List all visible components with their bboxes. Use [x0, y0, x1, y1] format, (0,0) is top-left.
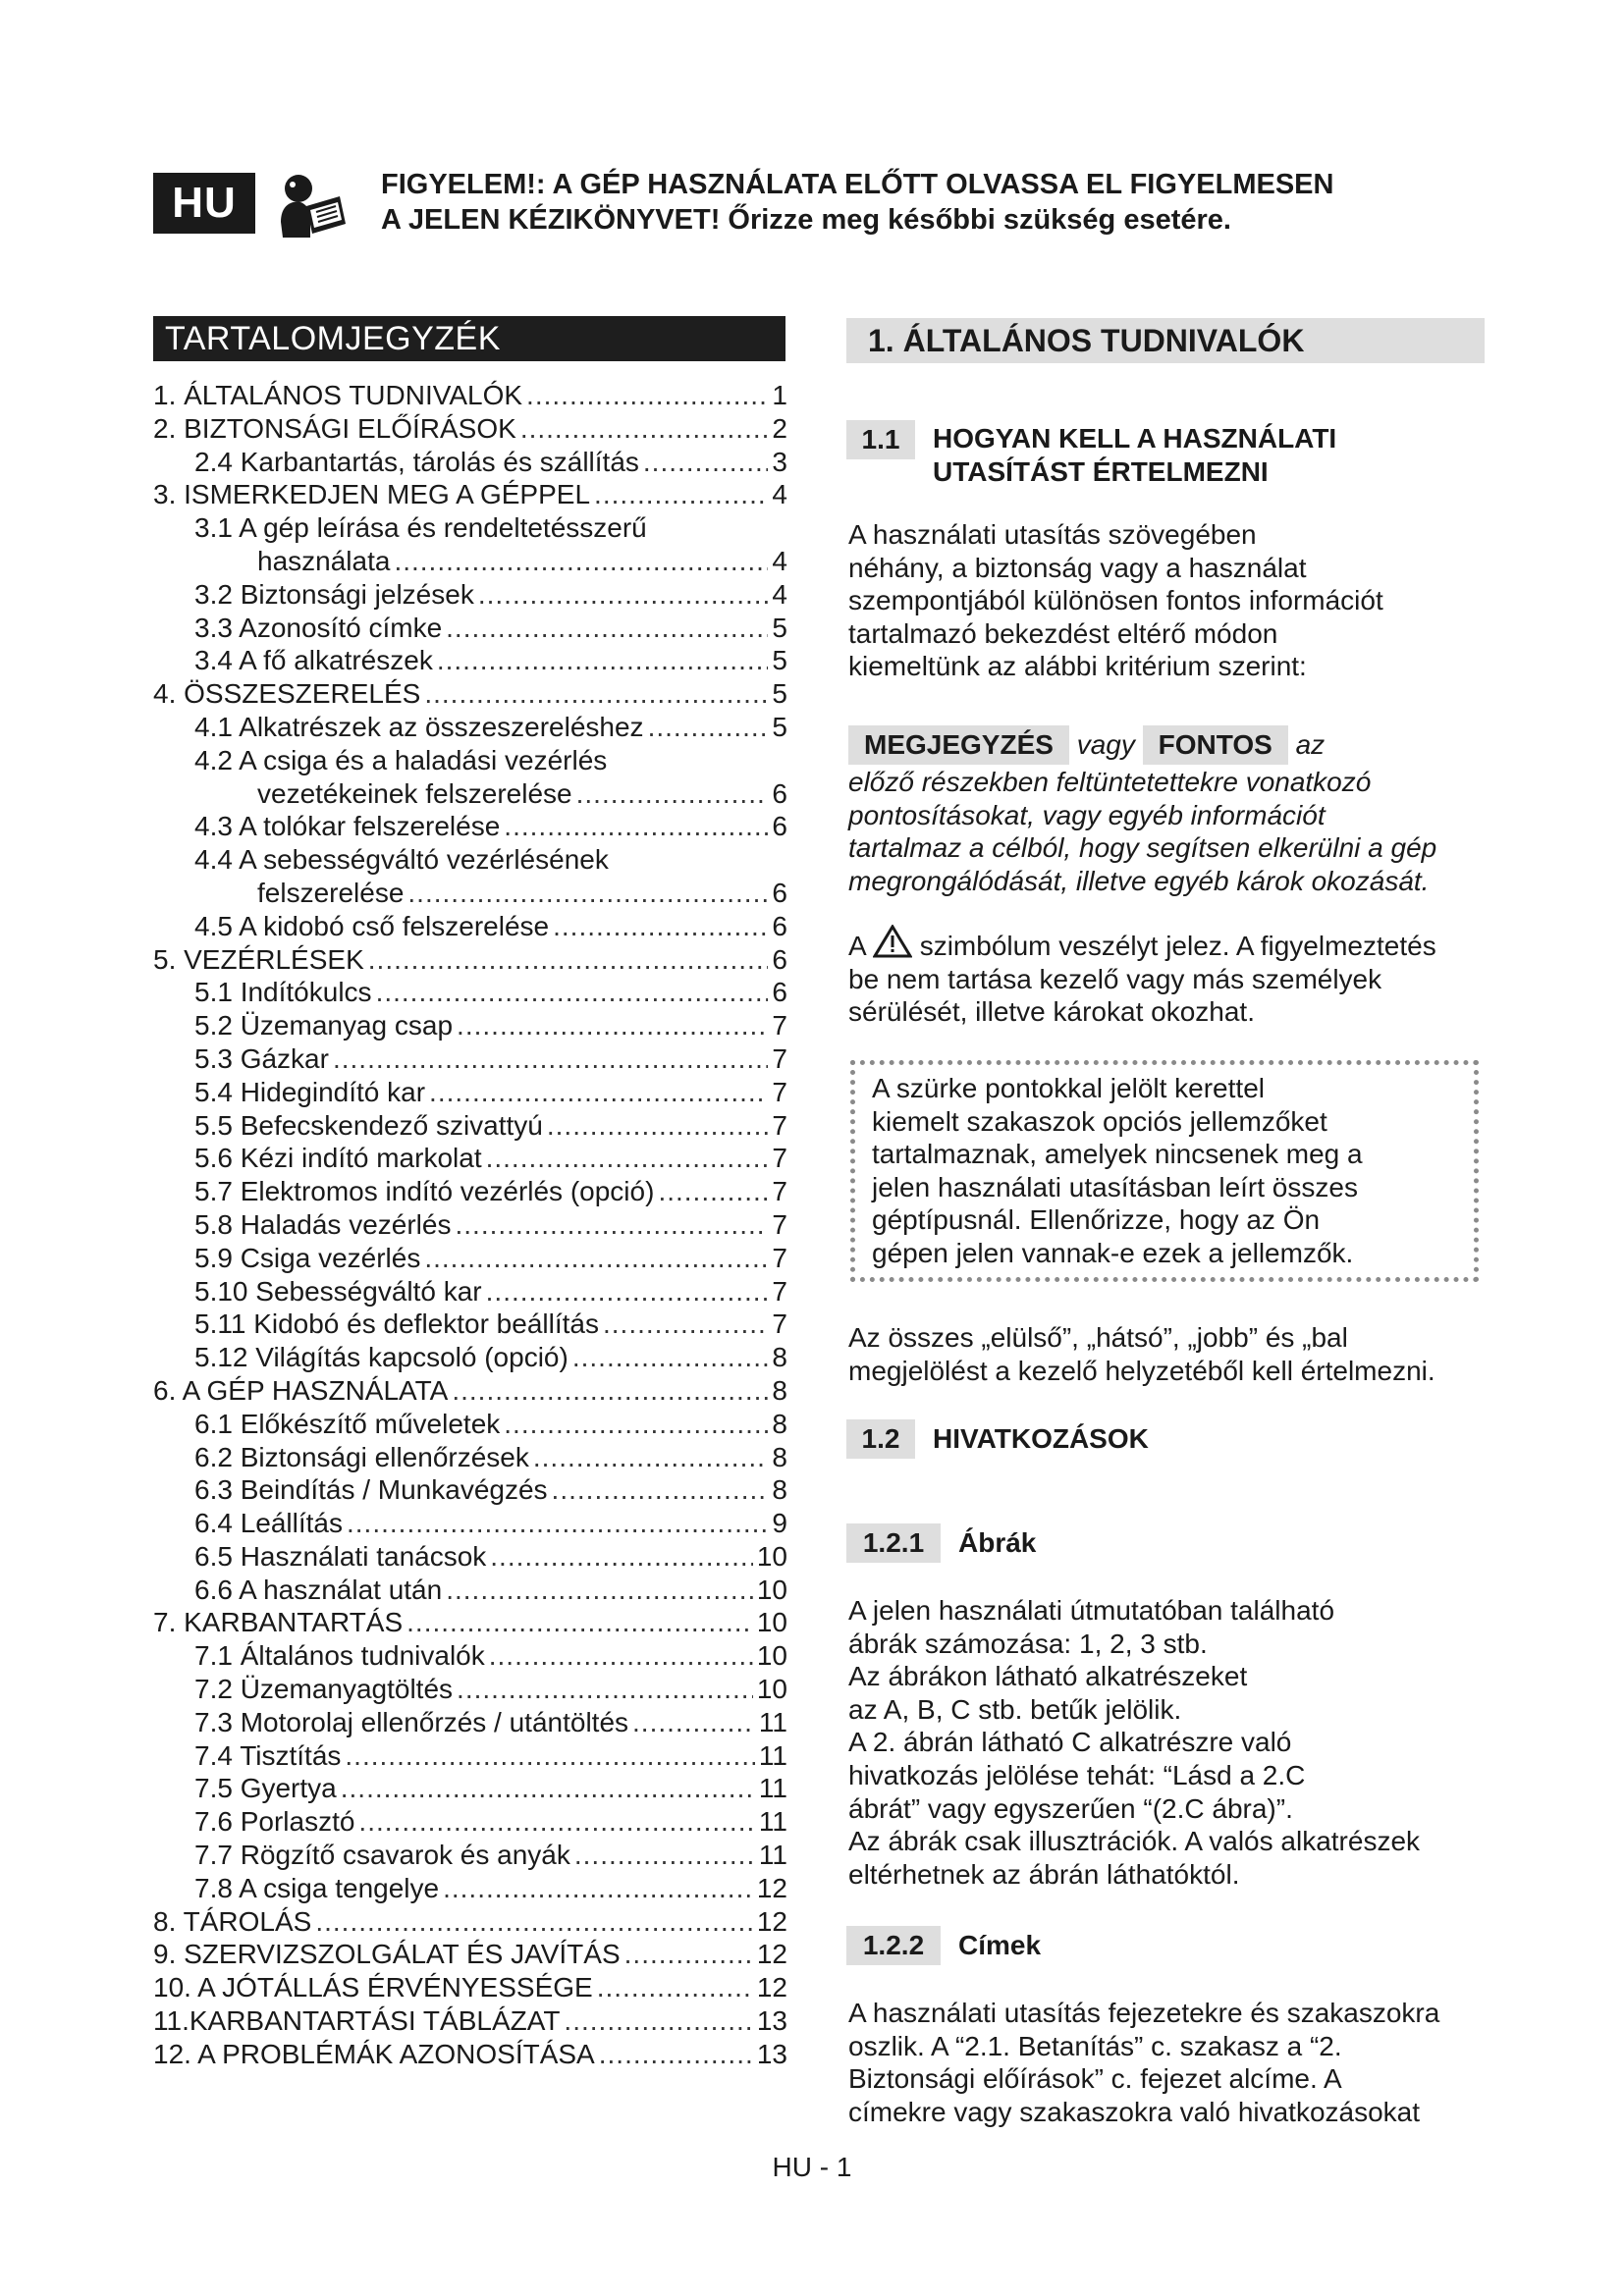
toc-title: TARTALOMJEGYZÉK — [153, 316, 785, 361]
toc-entry — [153, 1872, 787, 1905]
toc-page-number: 10 — [756, 1607, 787, 1638]
toc-page-number: 7 — [772, 1076, 787, 1107]
toc-entry-title: 10. A JÓTÁLLÁS ÉRVÉNYESSÉGE — [153, 1972, 593, 2003]
text-line: Az összes „elülső”, „hátsó”, „jobb” és „bal — [848, 1322, 1348, 1353]
toc-page-number: 6 — [772, 811, 787, 842]
toc-entry — [153, 1175, 787, 1208]
note-paragraph — [848, 724, 1487, 897]
toc-entry — [153, 644, 787, 677]
toc-entry — [153, 379, 787, 412]
text-line: Az ábrákon látható alkatrészeket — [848, 1661, 1248, 1692]
toc-entry-title: 7.7 Rögzítő csavarok és anyák — [194, 1840, 570, 1871]
subsection-title-1-1 — [933, 422, 1336, 489]
toc-entry-title: 5.2 Üzemanyag csap — [194, 1010, 454, 1041]
toc-leader-dots — [572, 1341, 769, 1374]
toc-leader-dots — [533, 1441, 769, 1474]
toc-entry — [153, 877, 787, 910]
toc-page-number: 12 — [756, 1939, 787, 1970]
toc-leader-dots — [576, 777, 769, 811]
text-line: kiemelt szakaszok opciós jellemzőket — [872, 1105, 1327, 1137]
toc-page-number: 12 — [756, 1872, 787, 1903]
toc-entry-title: 1. ÁLTALÁNOS TUDNIVALÓK — [153, 380, 523, 410]
toc-entry-title: 6.1 Előkészítő műveletek — [194, 1408, 501, 1439]
toc-leader-dots — [345, 1739, 755, 1773]
text-line: címekre vagy szakaszokra való hivatkozásokat — [848, 2096, 1421, 2127]
toc-leader-dots — [347, 1507, 768, 1540]
toc-entry — [153, 446, 787, 479]
toc-entry-title: 2. BIZTONSÁGI ELŐÍRÁSOK — [153, 412, 516, 444]
subsection-title-line: HOGYAN KELL A HASZNÁLATI — [933, 423, 1337, 454]
toc-leader-dots — [341, 1772, 755, 1805]
optional-features-text — [872, 1072, 1461, 1270]
toc-entry-title: 4. ÖSSZESZERELÉS — [153, 678, 421, 710]
toc-entry — [153, 1606, 787, 1639]
toc-leader-dots — [574, 1839, 755, 1872]
toc-entry-title: 6.2 Biztonsági ellenőrzések — [194, 1441, 529, 1472]
toc-entry-title: 11.KARBANTARTÁSI TÁBLÁZAT — [153, 2005, 561, 2037]
language-badge: HU — [153, 173, 255, 234]
toc-entry — [153, 1905, 787, 1939]
toc-entry — [153, 1441, 787, 1474]
toc-leader-dots — [333, 1042, 768, 1076]
toc-leader-dots — [315, 1905, 753, 1939]
toc-entry-title: 3.4 A fő alkatrészek — [194, 645, 433, 676]
section-number-1-2: 1.2 — [846, 1419, 915, 1459]
toc-leader-dots — [394, 545, 768, 578]
text-line: jelen használati utasításban leírt összes — [872, 1171, 1358, 1202]
toc-entry — [153, 511, 787, 545]
toc-entry — [153, 1142, 787, 1175]
text-line: szempontjából különösen fontos információt — [848, 585, 1383, 616]
toc-page-number: 6 — [772, 877, 787, 908]
toc-leader-dots — [406, 1606, 753, 1639]
text-line: kiemeltünk az alábbi kritérium szerint: — [848, 651, 1307, 682]
toc-entry — [153, 1971, 787, 2004]
toc-page-number: 7 — [772, 1042, 787, 1074]
section-number-1-2-1: 1.2.1 — [846, 1523, 941, 1563]
table-of-contents — [153, 379, 787, 2071]
text-line: pontosításokat, vagy egyéb információt — [848, 799, 1326, 830]
intro-paragraph — [848, 518, 1487, 683]
toc-entry — [153, 1109, 787, 1143]
toc-leader-dots — [437, 644, 769, 677]
toc-entry-title: 6.6 A használat után — [194, 1574, 443, 1605]
text-line: tartalmaznak, amelyek nincsenek meg a — [872, 1139, 1363, 1170]
toc-page-number: 5 — [772, 711, 787, 742]
toc-entry-title: 9. SZERVIZSZOLGÁLAT ÉS JAVÍTÁS — [153, 1939, 621, 1970]
toc-entry — [153, 1639, 787, 1673]
toc-entry-title: felszerelése — [257, 877, 405, 908]
toc-entry-title: 4.1 Alkatrészek az összeszereléshez — [194, 711, 644, 742]
toc-page-number: 7 — [772, 1109, 787, 1141]
toc-entry — [153, 1374, 787, 1408]
text-line: néhány, a biztonság vagy a használat — [848, 552, 1307, 583]
toc-entry — [153, 910, 787, 943]
toc-leader-dots — [424, 677, 768, 711]
toc-entry-title: 5.6 Kézi indító markolat — [194, 1143, 482, 1174]
toc-page-number: 10 — [756, 1574, 787, 1605]
toc-leader-dots — [643, 446, 769, 479]
toc-page-number: 8 — [772, 1474, 787, 1506]
toc-entry-title: 12. A PROBLÉMÁK AZONOSÍTÁSA — [153, 2038, 595, 2069]
toc-page-number: 13 — [756, 2005, 787, 2037]
toc-leader-dots — [490, 1540, 753, 1574]
text-line: Az ábrák csak illusztrációk. A valós alkatrészek — [848, 1826, 1421, 1857]
toc-leader-dots — [632, 1706, 755, 1739]
toc-page-number: 4 — [772, 578, 787, 610]
text-line: megrongálódását, illetve egyéb károk okozását. — [848, 865, 1430, 896]
toc-entry-title: 5.11 Kidobó és deflektor beállítás — [194, 1308, 599, 1340]
toc-page-number: 7 — [772, 1275, 787, 1307]
text-line: megjelölést a kezelő helyzetéből kell értelmezni. — [848, 1355, 1435, 1386]
toc-entry-title: használata — [257, 545, 391, 576]
toc-leader-dots — [455, 1208, 768, 1242]
toc-page-number: 1 — [772, 380, 787, 410]
toc-leader-dots — [564, 2004, 752, 2038]
text-line: A jelen használati útmutatóban található — [848, 1595, 1335, 1626]
toc-leader-dots — [486, 1142, 769, 1175]
toc-leader-dots — [407, 877, 768, 910]
toc-entry-title: 4.5 A kidobó cső felszerelése — [194, 910, 550, 941]
toc-entry — [153, 677, 787, 711]
text-line: tartalmazó bekezdést eltérő módon — [848, 617, 1278, 649]
toc-entry-title: 2.4 Karbantartás, tárolás és szállítás — [194, 446, 639, 477]
toc-page-number: 10 — [756, 1674, 787, 1705]
toc-entry-title: 5.12 Világítás kapcsoló (opció) — [194, 1342, 568, 1373]
toc-page-number: 7 — [772, 1010, 787, 1041]
toc-entry — [153, 1408, 787, 1441]
warning-line-2: A JELEN KÉZIKÖNYVET! Őrizze meg későbbi szükség esetére. — [381, 204, 1231, 236]
text-line: A használati utasítás fejezetekre és szakaszokra — [848, 1998, 1440, 2028]
toc-leader-dots — [658, 1175, 768, 1208]
orientation-paragraph — [848, 1321, 1487, 1387]
toc-leader-dots — [603, 1308, 768, 1341]
toc-entry-title: 7.4 Tisztítás — [194, 1739, 342, 1771]
toc-leader-dots — [478, 578, 769, 612]
toc-page-number: 12 — [756, 1905, 787, 1937]
text-line: gépen jelen vannak-e ezek a jellemzők. — [872, 1237, 1354, 1268]
toc-leader-dots — [648, 711, 769, 744]
text-line: ábrák számozása: 1, 2, 3 stb. — [848, 1628, 1208, 1659]
toc-entry — [153, 1473, 787, 1507]
text-line: A használati utasítás szövegében — [848, 519, 1257, 550]
toc-page-number: 11 — [758, 1739, 787, 1771]
toc-entry — [153, 711, 787, 744]
text-line: tartalmaz a célból, hogy segítsen elkerülni a gép — [848, 832, 1437, 864]
toc-leader-dots — [624, 1938, 753, 1971]
section-title-general: 1. ÁLTALÁNOS TUDNIVALÓK — [846, 318, 1485, 363]
subsection-title-1-2: HIVATKOZÁSOK — [933, 1423, 1149, 1454]
toc-page-number: 5 — [772, 678, 787, 710]
toc-entry-title: 4.2 A csiga és a haladási vezérlés — [194, 744, 608, 775]
toc-page-number: 9 — [772, 1508, 787, 1539]
toc-entry — [153, 1507, 787, 1540]
toc-leader-dots — [376, 976, 769, 1009]
text-line: az A, B, C stb. betűk jelölik. — [848, 1693, 1182, 1725]
toc-entry — [153, 412, 787, 446]
toc-entry-title: 4.4 A sebességváltó vezérlésének — [194, 844, 609, 876]
toc-entry — [153, 1042, 787, 1076]
toc-entry-title: 5.3 Gázkar — [194, 1042, 329, 1074]
note-or-text: vagy — [1076, 729, 1135, 760]
toc-page-number: 4 — [772, 479, 787, 510]
toc-entry-title: 5.10 Sebességváltó kar — [194, 1275, 482, 1307]
text-line: oszlik. A “2.1. Betanítás” c. szakasz a “2. — [848, 2030, 1342, 2061]
toc-page-number: 7 — [772, 1176, 787, 1207]
toc-entry-title: 3.1 A gép leírása és rendeltetésszerű — [194, 512, 647, 544]
toc-entry — [153, 1540, 787, 1574]
toc-entry-title: 7.1 Általános tudnivalók — [194, 1640, 485, 1672]
toc-entry-title: 3.2 Biztonsági jelzések — [194, 578, 474, 610]
toc-page-number: 7 — [772, 1208, 787, 1240]
toc-page-number: 10 — [756, 1540, 787, 1572]
toc-entry — [153, 478, 787, 511]
toc-entry — [153, 1772, 787, 1805]
toc-leader-dots — [553, 910, 768, 943]
toc-leader-dots — [599, 2038, 753, 2071]
toc-entry — [153, 1076, 787, 1109]
toc-page-number: 8 — [772, 1408, 787, 1439]
toc-entry-title: 8. TÁROLÁS — [153, 1905, 312, 1937]
section-number-1-2-2: 1.2.2 — [846, 1926, 941, 1965]
toc-leader-dots — [552, 1473, 769, 1507]
toc-entry-title: 3. ISMERKEDJEN MEG A GÉPPEL — [153, 479, 591, 510]
toc-leader-dots — [443, 1872, 753, 1905]
toc-page-number: 5 — [772, 612, 787, 643]
figures-paragraph — [848, 1594, 1487, 1891]
toc-leader-dots — [368, 943, 769, 977]
text-line: be nem tartása kezelő vagy más személyek — [848, 963, 1382, 994]
toc-leader-dots — [424, 1242, 768, 1275]
toc-entry — [153, 1706, 787, 1739]
toc-entry-title: 6.5 Használati tanácsok — [194, 1540, 487, 1572]
text-line: A 2. ábrán látható C alkatrészre való — [848, 1727, 1292, 1758]
text-line: előző részekben feltüntetettekre vonatkozó — [848, 767, 1372, 797]
toc-entry-title: 5.8 Haladás vezérlés — [194, 1208, 452, 1240]
toc-page-number: 11 — [758, 1840, 787, 1871]
toc-entry — [153, 943, 787, 977]
toc-page-number: 8 — [772, 1441, 787, 1472]
toc-leader-dots — [597, 1971, 753, 2004]
toc-page-number: 4 — [772, 545, 787, 576]
toc-entry — [153, 976, 787, 1009]
warning-line-1: FIGYELEM!: A GÉP HASZNÁLATA ELŐTT OLVASSA EL FIGYELMESEN — [381, 169, 1334, 200]
toc-entry — [153, 777, 787, 811]
toc-entry-title: 7.8 A csiga tengelye — [194, 1872, 440, 1903]
toc-entry-title: 5.9 Csiga vezérlés — [194, 1242, 421, 1273]
toc-entry — [153, 612, 787, 645]
toc-entry-title: 5.7 Elektromos indító vezérlés (opció) — [194, 1176, 655, 1207]
section-number-1-1: 1.1 — [846, 420, 915, 459]
toc-entry — [153, 1275, 787, 1308]
toc-leader-dots — [429, 1076, 768, 1109]
page-number: HU - 1 — [772, 2152, 852, 2182]
toc-page-number: 7 — [772, 1308, 787, 1340]
toc-entry — [153, 843, 787, 877]
subsection-title-1-2-1: Ábrák — [958, 1527, 1037, 1558]
toc-entry-title: 6. A GÉP HASZNÁLATA — [153, 1374, 449, 1406]
toc-leader-dots — [547, 1109, 769, 1143]
toc-entry — [153, 1805, 787, 1839]
important-tag: FONTOS — [1143, 725, 1288, 765]
toc-entry — [153, 1938, 787, 1971]
text-line: sérülését, illetve károkat okozhat. — [848, 996, 1255, 1028]
toc-page-number: 3 — [772, 446, 787, 477]
toc-entry — [153, 1673, 787, 1706]
toc-leader-dots — [452, 1374, 768, 1408]
toc-entry — [153, 1242, 787, 1275]
toc-entry-title: 4.3 A tolókar felszerelése — [194, 811, 501, 842]
toc-entry-title: 7.2 Üzemanyagtöltés — [194, 1674, 454, 1705]
toc-page-number: 11 — [758, 1773, 787, 1804]
toc-page-number: 6 — [772, 943, 787, 975]
toc-entry — [153, 578, 787, 612]
hazard-line — [848, 925, 1487, 963]
toc-entry-title: 7.3 Motorolaj ellenőrzés / utántöltés — [194, 1706, 629, 1737]
toc-entry-title: 7.6 Porlasztó — [194, 1806, 355, 1838]
toc-entry-title: 6.3 Beindítás / Munkavégzés — [194, 1474, 548, 1506]
text-line: hivatkozás jelölése tehát: “Lásd a 2.C — [848, 1759, 1306, 1790]
toc-entry — [153, 1739, 787, 1773]
toc-entry-title: 5.1 Indítókulcs — [194, 977, 372, 1008]
toc-entry-title: 5. VEZÉRLÉSEK — [153, 943, 364, 975]
text-line: géptípusnál. Ellenőrizze, hogy az Ön — [872, 1204, 1321, 1236]
toc-leader-dots — [457, 1673, 753, 1706]
toc-leader-dots — [446, 612, 768, 645]
toc-entry — [153, 810, 787, 843]
toc-leader-dots — [489, 1639, 753, 1673]
safety-warning — [381, 167, 1510, 238]
toc-entry — [153, 545, 787, 578]
toc-leader-dots — [504, 810, 768, 843]
toc-entry — [153, 2004, 787, 2038]
toc-entry — [153, 1208, 787, 1242]
toc-entry — [153, 1341, 787, 1374]
note-az-text: az — [1295, 729, 1326, 760]
toc-page-number: 5 — [772, 645, 787, 676]
toc-page-number: 11 — [758, 1706, 787, 1737]
toc-page-number: 11 — [758, 1806, 787, 1838]
note-tag: MEGJEGYZÉS — [848, 725, 1069, 765]
toc-entry-title: vezetékeinek felszerelése — [257, 777, 572, 809]
text-line: ábrát” vagy egyszerűen “(2.C ábra)”. — [848, 1792, 1293, 1824]
toc-leader-dots — [504, 1408, 768, 1441]
toc-page-number: 8 — [772, 1342, 787, 1373]
text-line: A szürke pontokkal jelölt kerettel — [872, 1073, 1265, 1103]
toc-page-number: 6 — [772, 777, 787, 809]
toc-page-number: 7 — [772, 1242, 787, 1273]
note-tag-line — [848, 724, 1487, 766]
toc-entry — [153, 2038, 787, 2071]
toc-leader-dots — [526, 379, 768, 412]
hazard-paragraph — [848, 925, 1487, 1029]
toc-leader-dots — [594, 478, 768, 511]
toc-page-number: 6 — [772, 977, 787, 1008]
toc-entry-title: 5.4 Hidegindító kar — [194, 1076, 426, 1107]
subsection-title-line: UTASÍTÁST ÉRTELMEZNI — [933, 456, 1269, 487]
toc-entry-title: 5.5 Befecskendező szivattyú — [194, 1109, 543, 1141]
reading-manual-icon — [271, 167, 352, 245]
toc-page-number: 7 — [772, 1143, 787, 1174]
warning-triangle-icon — [873, 925, 912, 954]
toc-entry — [153, 1308, 787, 1341]
toc-leader-dots — [358, 1805, 755, 1839]
toc-page-number: 13 — [756, 2038, 787, 2069]
toc-page-number: 12 — [756, 1972, 787, 2003]
subsection-title-1-2-2: Címek — [958, 1930, 1042, 1960]
text-fragment: szimbólum veszélyt jelez. A figyelmeztetés — [919, 931, 1436, 961]
toc-entry-title: 3.3 Azonosító címke — [194, 612, 443, 643]
toc-entry-title: 6.4 Leállítás — [194, 1508, 343, 1539]
toc-entry — [153, 744, 787, 777]
toc-leader-dots — [486, 1275, 769, 1308]
toc-leader-dots — [446, 1574, 753, 1607]
toc-page-number: 2 — [772, 412, 787, 444]
titles-paragraph — [848, 1997, 1487, 2128]
toc-entry — [153, 1574, 787, 1607]
text-fragment: A — [848, 931, 866, 961]
toc-leader-dots — [457, 1009, 768, 1042]
text-line: eltérhetnek az ábrán láthatóktól. — [848, 1858, 1240, 1890]
toc-entry-title: 7.5 Gyertya — [194, 1773, 337, 1804]
toc-entry — [153, 1009, 787, 1042]
toc-entry — [153, 1839, 787, 1872]
toc-page-number: 6 — [772, 910, 787, 941]
toc-page-number: 10 — [756, 1640, 787, 1672]
toc-page-number: 8 — [772, 1374, 787, 1406]
toc-entry-title: 7. KARBANTARTÁS — [153, 1607, 404, 1638]
text-line: Biztonsági előírások” c. fejezet alcíme. A — [848, 2063, 1342, 2095]
toc-leader-dots — [520, 412, 769, 446]
